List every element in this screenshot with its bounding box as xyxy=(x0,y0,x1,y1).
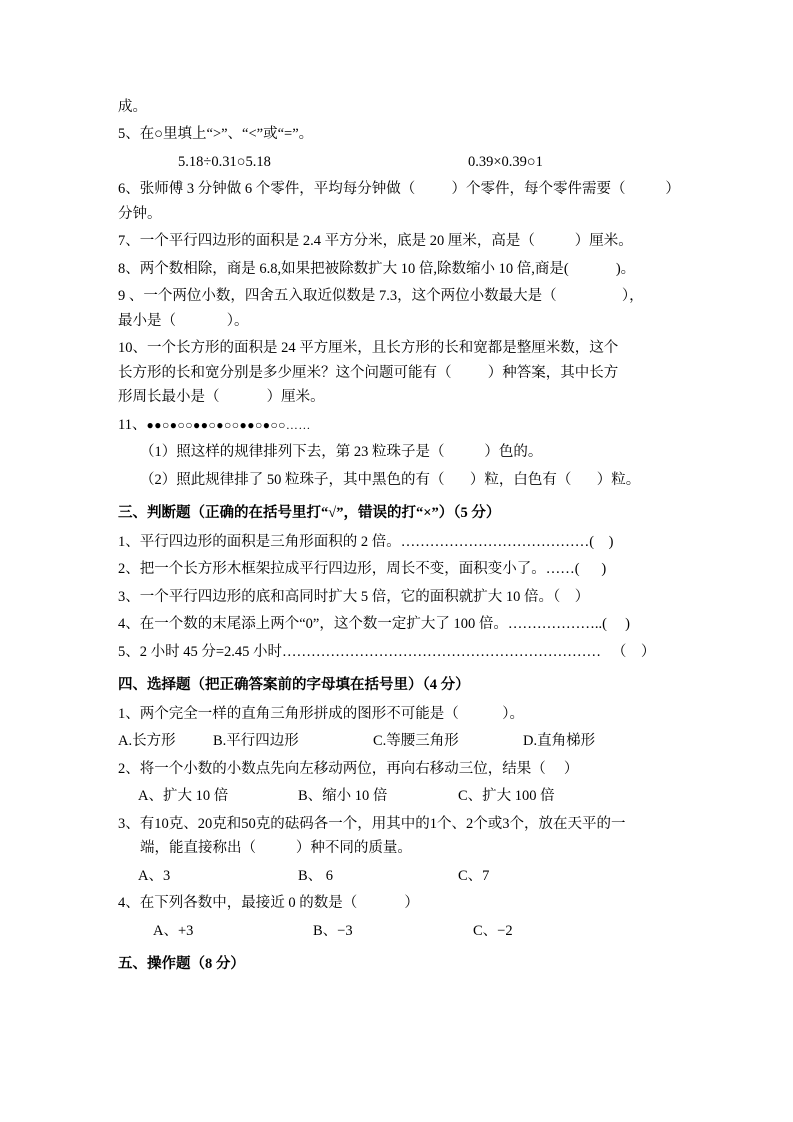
question-5-expr-b: 0.39×0.39○1 xyxy=(468,153,543,170)
question-9-line2: 最小是（ ）。 xyxy=(118,312,249,329)
question-11-bead-pattern: ●●○●○○●●○●○○●●○●○○…… xyxy=(146,417,311,432)
question-11-part1: （1）照这样的规律排列下去，第 23 粒珠子是（ ）色的。 xyxy=(140,444,543,461)
option-a: A、3 xyxy=(138,867,171,884)
question-5-expr-a: 5.18÷0.31○5.18 xyxy=(178,153,271,170)
question-8: 8、两个数相除，商是 6.8,如果把被除数扩大 10 倍,除数缩小 10 倍,商是( )。 xyxy=(118,260,636,277)
section-3-item-5: 5、2 小时 45 分=2.45 小时………………………………………………………… （ ） xyxy=(118,643,656,660)
question-10-line1: 10、一个长方形的面积是 24 平方厘米，且长方形的长和宽都是整厘米数，这个 xyxy=(118,340,619,357)
section-4-title: 四、选择题（把正确答案前的字母填在括号里）（4 分） xyxy=(118,677,470,694)
section-4-item-1-options xyxy=(118,730,675,753)
option-b: B、−3 xyxy=(313,922,353,939)
option-a: A、扩大 10 倍 xyxy=(138,788,229,805)
option-c: C、−2 xyxy=(473,922,513,939)
section-5-title: 五、操作题（8 分） xyxy=(118,956,245,973)
section-4-item-1: 1、两个完全一样的直角三角形拼成的图形不可能是（ ）。 xyxy=(118,705,524,722)
option-a: A、+3 xyxy=(153,922,194,939)
section-3-item-2: 2、把一个长方形木框架拉成平行四边形，周长不变，面积变小了。……( ) xyxy=(118,561,607,578)
question-10-line3: 形周长最小是（ ）厘米。 xyxy=(118,389,325,406)
section-4-item-3-line2: 端，能直接称出（ ）种不同的质量。 xyxy=(140,840,412,857)
option-c: C、7 xyxy=(458,867,490,884)
question-6-line1: 6、张师傅 3 分钟做 6 个零件，平均每分钟做（ ）个零件，每个零件需要（ ） xyxy=(118,181,680,198)
section-3-item-3: 3、一个平行四边形的底和高同时扩大 5 倍，它的面积就扩大 10 倍。（ ） xyxy=(118,588,590,605)
option-b: B、缩小 10 倍 xyxy=(298,788,388,805)
section-4-item-3-options xyxy=(118,865,675,888)
section-4-item-2-options xyxy=(118,785,675,808)
option-c: C、扩大 100 倍 xyxy=(458,788,555,805)
question-5-expressions xyxy=(118,151,675,174)
question-11-part2: （2）照此规律排了 50 粒珠子，其中黑色的有（ ）粒，白色有（ ）粒。 xyxy=(140,471,641,488)
option-b: B.平行四边形 xyxy=(213,733,299,750)
option-c: C.等腰三角形 xyxy=(373,733,459,750)
continuation-text: 成。 xyxy=(118,99,147,115)
section-4-item-4: 4、在下列各数中，最接近 0 的数是（ ） xyxy=(118,895,419,912)
section-3-title: 三、判断题（正确的在括号里打“√”，错误的打“×”）（5 分） xyxy=(118,505,501,522)
option-a: A.长方形 xyxy=(118,733,176,750)
question-7: 7、一个平行四边形的面积是 2.4 平方分米，底是 20 厘米，高是（ ）厘米。 xyxy=(118,233,633,250)
section-4-item-2: 2、将一个小数的小数点先向左移动两位，再向右移动三位，结果（ ） xyxy=(118,760,579,777)
question-9-line1: 9 、一个两位小数，四舍五入取近似数是 7.3，这个两位小数最大是（ ）， xyxy=(118,288,644,305)
question-5: 5、在○里填上“>”、“<”或“=”。 xyxy=(118,126,314,143)
option-d: D.直角梯形 xyxy=(523,733,596,750)
option-b: B、 6 xyxy=(298,867,334,884)
section-3-item-4: 4、在一个数的末尾添上两个“0”，这个数一定扩大了 100 倍。………………..( ) xyxy=(118,616,630,633)
section-4-item-3-line1: 3、有10克、20克和50克的砝码各一个，用其中的1个、2个或3个，放在天平的一 xyxy=(118,815,626,832)
section-4-item-4-options xyxy=(118,920,675,943)
question-11 xyxy=(118,414,675,437)
question-10-line2: 长方形的长和宽分别是多少厘米？这个问题可能有（ ）种答案，其中长方 xyxy=(118,364,619,381)
question-6-line2: 分钟。 xyxy=(118,205,162,222)
section-3-item-1: 1、平行四边形的面积是三角形面积的 2 倍。…………………………………( ) xyxy=(118,533,614,550)
question-11-number: 11、 xyxy=(118,416,147,433)
